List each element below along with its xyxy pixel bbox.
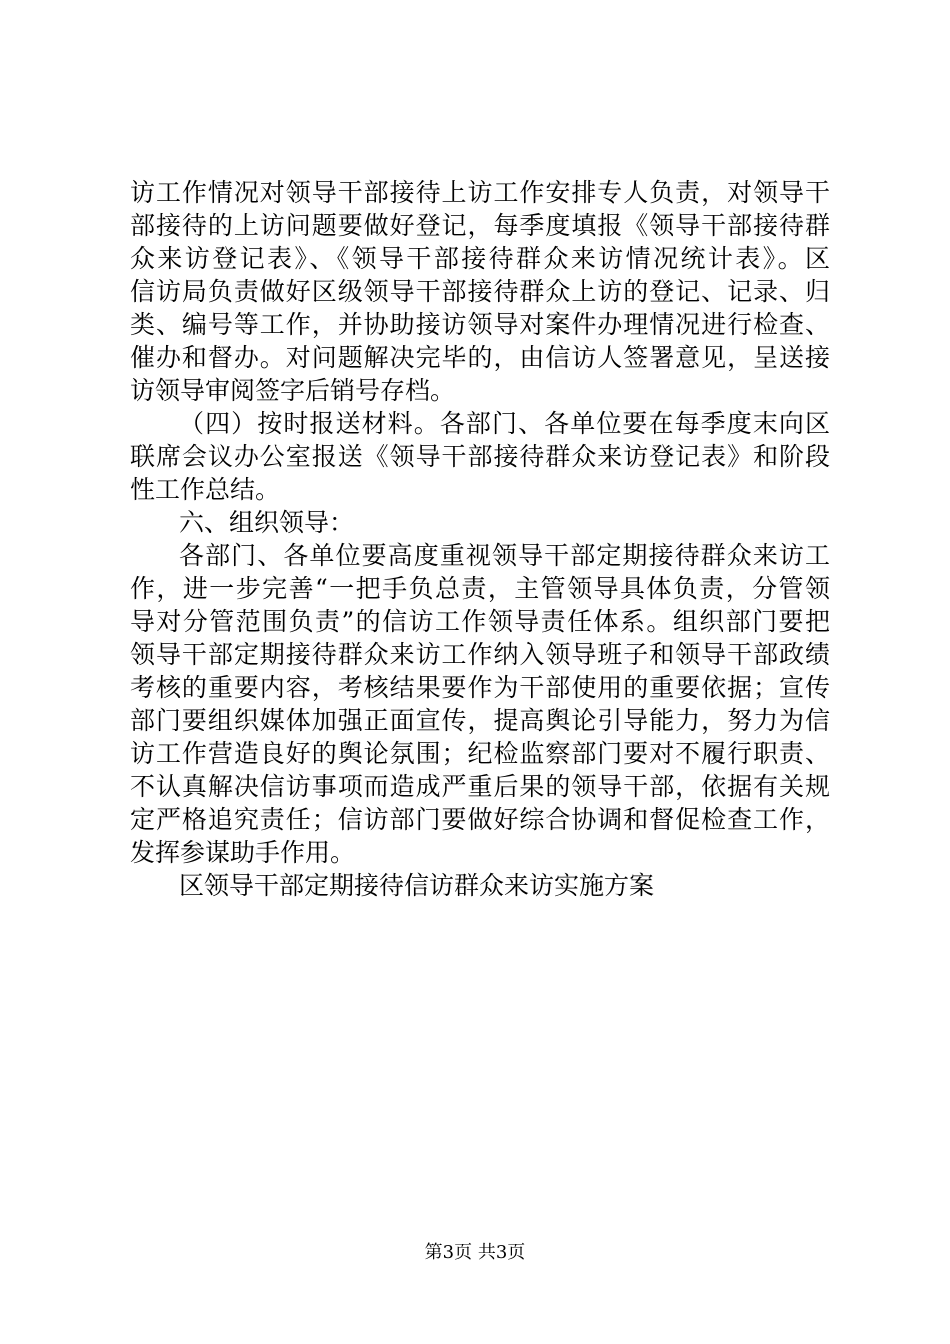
text-line: 联席会议办公室报送《领导干部接待群众来访登记表》和阶段 <box>130 442 830 471</box>
paragraph-continued-work-registration <box>130 176 830 407</box>
text-line: 不认真解决信访事项而造成严重后果的领导干部，依据有关规 <box>130 772 830 801</box>
document-closing-title <box>130 869 830 902</box>
text-line: 众来访登记表》、《领导干部接待群众来访情况统计表》。区 <box>130 244 830 273</box>
text-line: 领导干部定期接待群众来访工作纳入领导班子和领导干部政绩 <box>130 640 830 669</box>
text-line: 发挥参谋助手作用。 <box>130 838 356 867</box>
text-line: 部门要组织媒体加强正面宣传，提高舆论引导能力，努力为信 <box>130 706 830 735</box>
text-line: 导对分管范围负责”的信访工作领导责任体系。组织部门要把 <box>130 607 830 636</box>
page-number-label: 第3页 共3页 <box>424 1242 526 1263</box>
text-line: 部接待的上访问题要做好登记，每季度填报《领导干部接待群 <box>130 211 830 240</box>
section-heading: 六、组织领导： <box>179 508 355 537</box>
text-line: 信访局负责做好区级领导干部接待群众上访的登记、记录、归 <box>130 277 830 306</box>
text-line: 访工作营造良好的舆论氛围；纪检监察部门要对不履行职责、 <box>130 739 830 768</box>
paragraph-organization-leadership <box>130 539 830 869</box>
text-line: 各部门、各单位要高度重视领导干部定期接待群众来访工 <box>179 541 830 570</box>
document-body <box>130 176 830 902</box>
closing-title-line: 区领导干部定期接待信访群众来访实施方案 <box>179 871 655 900</box>
paragraph-submit-materials <box>130 407 830 506</box>
page-footer <box>0 1241 950 1265</box>
text-line: （四）按时报送材料。各部门、各单位要在每季度末向区 <box>179 409 830 438</box>
text-line: 性工作总结。 <box>130 475 281 504</box>
text-line: 访工作情况对领导干部接待上访工作安排专人负责，对领导干 <box>130 178 830 207</box>
text-line: 访领导审阅签字后销号存档。 <box>130 376 456 405</box>
text-line: 定严格追究责任；信访部门要做好综合协调和督促检查工作， <box>130 805 830 834</box>
text-line: 考核的重要内容，考核结果要作为干部使用的重要依据；宣传 <box>130 673 830 702</box>
text-line: 类、编号等工作，并协助接访领导对案件办理情况进行检查、 <box>130 310 830 339</box>
section-heading-organization <box>130 506 830 539</box>
text-line: 催办和督办。对问题解决完毕的，由信访人签署意见，呈送接 <box>130 343 830 372</box>
text-line: 作，进一步完善“一把手负总责，主管领导具体负责，分管领 <box>130 574 830 603</box>
